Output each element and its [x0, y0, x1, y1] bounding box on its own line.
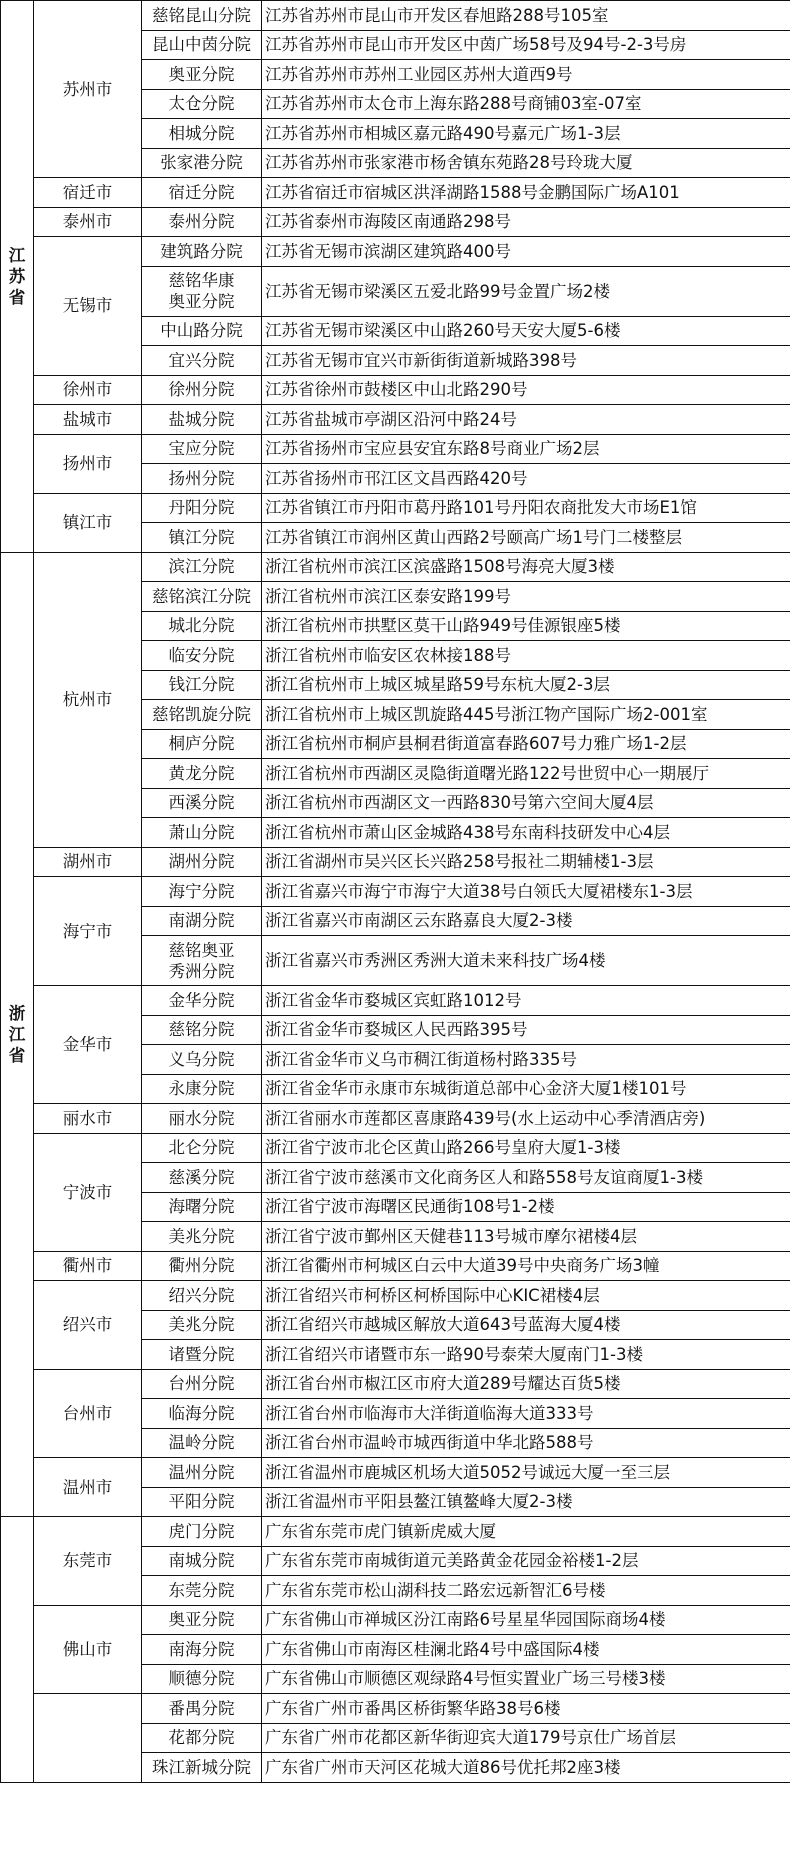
province-name: 江苏省: [8, 245, 26, 307]
branch-address: 江苏省苏州市苏州工业园区苏州大道西9号: [262, 60, 790, 90]
branch-address: 浙江省衢州市柯城区白云中大道39号中央商务广场3幢: [262, 1251, 790, 1281]
city-name: 扬州市: [34, 434, 142, 493]
table-row: [1, 375, 790, 405]
table-row: [1, 552, 790, 582]
branch-address: 江苏省宿迁市宿城区洪泽湖路1588号金鹏国际广场A101: [262, 178, 790, 208]
branch-name: 花都分院: [142, 1723, 262, 1753]
table-row: [1, 1369, 790, 1399]
branch-name: 慈铭奥亚 秀洲分院: [142, 936, 262, 986]
branch-name: 南海分院: [142, 1635, 262, 1665]
branch-name: 珠江新城分院: [142, 1753, 262, 1783]
branch-name: 美兆分院: [142, 1310, 262, 1340]
branch-name: 萧山分院: [142, 818, 262, 848]
table-row: [1, 1605, 790, 1635]
branch-address: 浙江省丽水市莲都区喜康路439号(水上运动中心季清酒店旁): [262, 1104, 790, 1134]
branch-address: 广东省佛山市顺德区观绿路4号恒实置业广场三号楼3楼: [262, 1664, 790, 1694]
branch-address: 江苏省扬州市宝应县安宜东路8号商业广场2层: [262, 434, 790, 464]
city-name: 海宁市: [34, 877, 142, 986]
branch-address: 浙江省杭州市西湖区文一西路830号第六空间大厦4层: [262, 788, 790, 818]
branch-address: 浙江省宁波市海曙区民通街108号1-2楼: [262, 1192, 790, 1222]
branch-address: 浙江省金华市义乌市稠江街道杨村路335号: [262, 1045, 790, 1075]
branch-address: 浙江省杭州市上城区凯旋路445号浙江物产国际广场2-001室: [262, 700, 790, 730]
city-name: [34, 1694, 142, 1783]
city-name: 金华市: [34, 986, 142, 1104]
branch-address: 浙江省宁波市鄞州区天健巷113号城市摩尔裙楼4层: [262, 1222, 790, 1252]
branch-name: 湖州分院: [142, 847, 262, 877]
branch-name: 相城分院: [142, 119, 262, 149]
branch-address: 江苏省无锡市梁溪区五爱北路99号金置广场2楼: [262, 266, 790, 316]
branch-address: 广东省东莞市南城街道元美路黄金花园金裕楼1-2层: [262, 1546, 790, 1576]
branch-address: 浙江省金华市婺城区人民西路395号: [262, 1015, 790, 1045]
branch-address: 江苏省苏州市昆山市开发区中茵广场58号及94号-2-3号房: [262, 30, 790, 60]
branch-address: 广东省佛山市南海区桂澜北路4号中盛国际4楼: [262, 1635, 790, 1665]
branch-address: 江苏省苏州市张家港市杨舍镇东苑路28号玲珑大厦: [262, 148, 790, 178]
branch-name: 滨江分院: [142, 552, 262, 582]
branch-address: 江苏省苏州市太仓市上海东路288号商铺03室-07室: [262, 89, 790, 119]
table-row: [1, 178, 790, 208]
branch-name: 宜兴分院: [142, 346, 262, 376]
branch-address: 浙江省杭州市桐庐县桐君街道富春路607号力雅广场1-2层: [262, 729, 790, 759]
branch-name: 慈铭滨江分院: [142, 582, 262, 612]
branch-name: 宿迁分院: [142, 178, 262, 208]
branch-address: 广东省广州市天河区花城大道86号优托邦2座3楼: [262, 1753, 790, 1783]
branch-address: 江苏省无锡市梁溪区中山路260号天安大厦5-6楼: [262, 316, 790, 346]
branch-address: 江苏省扬州市邗江区文昌西路420号: [262, 464, 790, 494]
branch-address: 浙江省杭州市拱墅区莫干山路949号佳源银座5楼: [262, 611, 790, 641]
branch-name: 镇江分院: [142, 523, 262, 553]
branch-name: 慈铭华康 奥亚分院: [142, 266, 262, 316]
table-row: [1, 405, 790, 435]
branch-address: 浙江省台州市椒江区市府大道289号耀达百货5楼: [262, 1369, 790, 1399]
table-row: [1, 847, 790, 877]
branch-name: 宝应分院: [142, 434, 262, 464]
branch-address: 江苏省泰州市海陵区南通路298号: [262, 207, 790, 237]
branch-address: 江苏省盐城市亭湖区沿河中路24号: [262, 405, 790, 435]
branch-name: 南湖分院: [142, 906, 262, 936]
branch-name: 海宁分院: [142, 877, 262, 907]
table-row: [1, 493, 790, 523]
table-row: [1, 1, 790, 31]
branch-name: 慈铭昆山分院: [142, 1, 262, 31]
city-name: 东莞市: [34, 1517, 142, 1606]
city-name: 佛山市: [34, 1605, 142, 1694]
branch-name: 义乌分院: [142, 1045, 262, 1075]
branch-name: 昆山中茵分院: [142, 30, 262, 60]
branch-name: 西溪分院: [142, 788, 262, 818]
branch-name: 番禺分院: [142, 1694, 262, 1724]
branch-address: 浙江省绍兴市诸暨市东一路90号泰荣大厦南门1-3楼: [262, 1340, 790, 1370]
city-name: 苏州市: [34, 1, 142, 178]
branch-name: 徐州分院: [142, 375, 262, 405]
branch-name: 海曙分院: [142, 1192, 262, 1222]
city-name: 盐城市: [34, 405, 142, 435]
branch-name: 泰州分院: [142, 207, 262, 237]
branch-name: 衢州分院: [142, 1251, 262, 1281]
table-row: [1, 1458, 790, 1488]
branch-name: 台州分院: [142, 1369, 262, 1399]
branch-name: 顺德分院: [142, 1664, 262, 1694]
branch-name: 城北分院: [142, 611, 262, 641]
branch-name: 东莞分院: [142, 1576, 262, 1606]
branch-name: 绍兴分院: [142, 1281, 262, 1311]
city-name: 宿迁市: [34, 178, 142, 208]
branch-name: 诸暨分院: [142, 1340, 262, 1370]
branch-address: 浙江省宁波市北仑区黄山路266号皇府大厦1-3楼: [262, 1133, 790, 1163]
branch-address: 浙江省杭州市上城区城星路59号东杭大厦2-3层: [262, 670, 790, 700]
branch-name: 临海分院: [142, 1399, 262, 1429]
branch-name: 平阳分院: [142, 1487, 262, 1517]
table-row: [1, 1517, 790, 1547]
branch-address: 广东省东莞市松山湖科技二路宏远新智汇6号楼: [262, 1576, 790, 1606]
city-name: 绍兴市: [34, 1281, 142, 1370]
branch-name: 建筑路分院: [142, 237, 262, 267]
city-name: 宁波市: [34, 1133, 142, 1251]
branch-address: 广东省广州市花都区新华街迎宾大道179号京仕广场首层: [262, 1723, 790, 1753]
branch-name: 奥亚分院: [142, 1605, 262, 1635]
branch-address: 浙江省金华市婺城区宾虹路1012号: [262, 986, 790, 1016]
branch-name: 丽水分院: [142, 1104, 262, 1134]
branch-address: 浙江省金华市永康市东城街道总部中心金济大厦1楼101号: [262, 1074, 790, 1104]
table-row: [1, 877, 790, 907]
branch-address: 江苏省镇江市丹阳市葛丹路101号丹阳农商批发大市场E1馆: [262, 493, 790, 523]
branch-address: 浙江省杭州市滨江区滨盛路1508号海亮大厦3楼: [262, 552, 790, 582]
branch-name: 温岭分院: [142, 1428, 262, 1458]
branch-address: 江苏省无锡市滨湖区建筑路400号: [262, 237, 790, 267]
city-name: 镇江市: [34, 493, 142, 552]
branch-address: 广东省佛山市禅城区汾江南路6号星星华园国际商场4楼: [262, 1605, 790, 1635]
city-name: 温州市: [34, 1458, 142, 1517]
table-body: [1, 1, 790, 1783]
branch-address: 浙江省温州市鹿城区机场大道5052号诚远大厦一至三层: [262, 1458, 790, 1488]
city-name: 泰州市: [34, 207, 142, 237]
branch-name: 太仓分院: [142, 89, 262, 119]
table-row: [1, 207, 790, 237]
city-name: 徐州市: [34, 375, 142, 405]
branch-name: 慈铭凯旋分院: [142, 700, 262, 730]
branch-address: 浙江省温州市平阳县鳌江镇鳌峰大厦2-3楼: [262, 1487, 790, 1517]
province-cell: [1, 1517, 34, 1783]
city-name: 台州市: [34, 1369, 142, 1458]
table-row: [1, 434, 790, 464]
branch-address: 浙江省杭州市西湖区灵隐街道曙光路122号世贸中心一期展厅: [262, 759, 790, 789]
branch-address: 江苏省无锡市宜兴市新街街道新城路398号: [262, 346, 790, 376]
branch-address: 江苏省徐州市鼓楼区中山北路290号: [262, 375, 790, 405]
branch-name: 张家港分院: [142, 148, 262, 178]
branch-name: 钱江分院: [142, 670, 262, 700]
branch-name: 丹阳分院: [142, 493, 262, 523]
branch-address: 浙江省绍兴市越城区解放大道643号蓝海大厦4楼: [262, 1310, 790, 1340]
branch-name: 虎门分院: [142, 1517, 262, 1547]
branch-address: 广东省广州市番禺区桥街繁华路38号6楼: [262, 1694, 790, 1724]
branch-address: 浙江省台州市温岭市城西街道中华北路588号: [262, 1428, 790, 1458]
table-row: [1, 1133, 790, 1163]
branch-address: 浙江省绍兴市柯桥区柯桥国际中心KIC裙楼4层: [262, 1281, 790, 1311]
branch-name: 南城分院: [142, 1546, 262, 1576]
branch-name: 美兆分院: [142, 1222, 262, 1252]
branch-address: 广东省东莞市虎门镇新虎威大厦: [262, 1517, 790, 1547]
city-name: 杭州市: [34, 552, 142, 847]
branch-address: 浙江省嘉兴市南湖区云东路嘉良大厦2-3楼: [262, 906, 790, 936]
branch-address: 浙江省宁波市慈溪市文化商务区人和路558号友谊商厦1-3楼: [262, 1163, 790, 1193]
branch-name: 桐庐分院: [142, 729, 262, 759]
branch-name: 金华分院: [142, 986, 262, 1016]
branch-name: 扬州分院: [142, 464, 262, 494]
city-name: 丽水市: [34, 1104, 142, 1134]
province-cell: [1, 1, 34, 553]
branch-name: 奥亚分院: [142, 60, 262, 90]
city-name: 湖州市: [34, 847, 142, 877]
branch-name: 北仑分院: [142, 1133, 262, 1163]
branch-name: 温州分院: [142, 1458, 262, 1488]
branch-address: 江苏省苏州市昆山市开发区春旭路288号105室: [262, 1, 790, 31]
branch-address: 江苏省镇江市润州区黄山西路2号颐高广场1号门二楼整层: [262, 523, 790, 553]
branch-address: 浙江省嘉兴市秀洲区秀洲大道未来科技广场4楼: [262, 936, 790, 986]
branch-address: 浙江省台州市临海市大洋街道临海大道333号: [262, 1399, 790, 1429]
table-row: [1, 1281, 790, 1311]
branch-name: 中山路分院: [142, 316, 262, 346]
branch-address: 浙江省杭州市滨江区泰安路199号: [262, 582, 790, 612]
branch-address: 浙江省杭州市萧山区金城路438号东南科技研发中心4层: [262, 818, 790, 848]
city-name: 无锡市: [34, 237, 142, 376]
branch-address: 江苏省苏州市相城区嘉元路490号嘉元广场1-3层: [262, 119, 790, 149]
city-name: 衢州市: [34, 1251, 142, 1281]
province-cell: [1, 552, 34, 1517]
branch-name: 慈铭分院: [142, 1015, 262, 1045]
branch-name: 盐城分院: [142, 405, 262, 435]
branch-address: 浙江省杭州市临安区农林接188号: [262, 641, 790, 671]
branch-address: 浙江省嘉兴市海宁市海宁大道38号白领氏大厦裙楼东1-3层: [262, 877, 790, 907]
branch-address: 浙江省湖州市吴兴区长兴路258号报社二期辅楼1-3层: [262, 847, 790, 877]
branch-name: 临安分院: [142, 641, 262, 671]
table-row: [1, 237, 790, 267]
table-row: [1, 1694, 790, 1724]
branch-name: 慈溪分院: [142, 1163, 262, 1193]
branch-name: 永康分院: [142, 1074, 262, 1104]
table-row: [1, 1104, 790, 1134]
table-row: [1, 1251, 790, 1281]
province-name: 浙江省: [8, 1003, 26, 1065]
table-row: [1, 986, 790, 1016]
branch-name: 黄龙分院: [142, 759, 262, 789]
